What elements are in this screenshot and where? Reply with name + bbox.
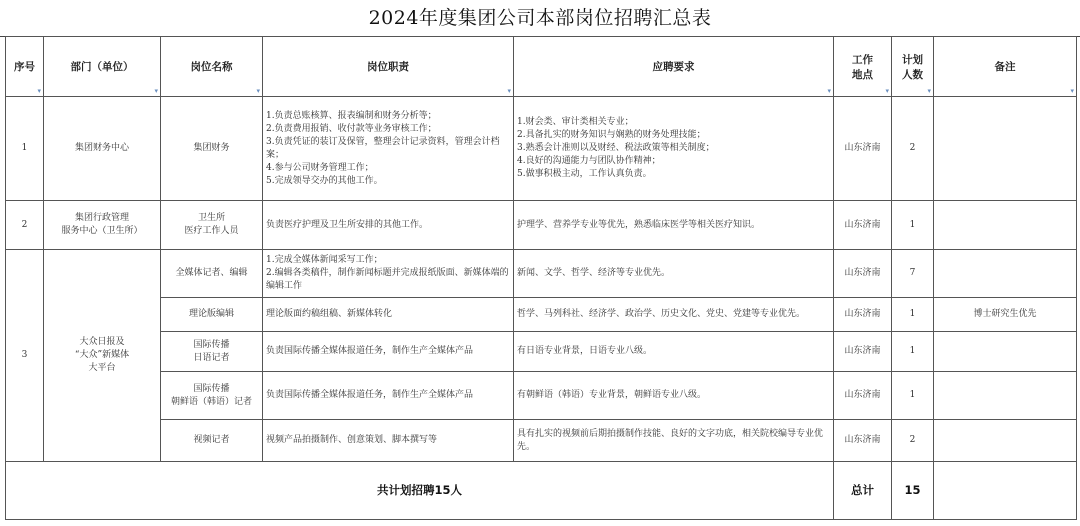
cell-count[interactable]: 1 bbox=[892, 298, 934, 332]
duty-line: 1.负责总账核算、报表编制和财务分析等； bbox=[266, 110, 437, 121]
cell-note[interactable] bbox=[934, 201, 1077, 250]
header-duty-label: 岗位职责 bbox=[367, 61, 409, 73]
header-post[interactable] bbox=[161, 37, 263, 97]
filter-dropdown-icon[interactable]: ▾ bbox=[256, 87, 260, 95]
dept-line: “大众”新媒体 bbox=[74, 350, 130, 360]
cell-note[interactable] bbox=[934, 97, 1077, 201]
cell-location[interactable]: 山东济南 bbox=[834, 201, 892, 250]
duty-line: 1.完成全媒体新闻采写工作； bbox=[266, 255, 383, 265]
recruitment-table bbox=[5, 36, 1077, 520]
header-dept-label: 部门（单位） bbox=[70, 61, 134, 73]
req-line: 哲学、马列科社、经济学、政治学、历史文化、党史、党建等专业优先。 bbox=[517, 309, 806, 319]
dept-line: 服务中心（卫生所） bbox=[61, 226, 143, 236]
header-note[interactable] bbox=[934, 37, 1077, 97]
cell-note[interactable]: 博士研究生优先 bbox=[934, 298, 1077, 332]
header-location-line2: 地点 bbox=[852, 68, 873, 81]
total-sum-value[interactable]: 15 bbox=[892, 462, 934, 520]
header-count-line1: 计划 bbox=[902, 53, 923, 66]
dept-line: 大众日报及 bbox=[79, 337, 125, 347]
cell-count[interactable]: 7 bbox=[892, 250, 934, 298]
cell-duty[interactable] bbox=[263, 298, 514, 332]
total-sum-label[interactable]: 总计 bbox=[834, 462, 892, 520]
cell-req[interactable] bbox=[514, 201, 834, 250]
cell-no[interactable]: 2 bbox=[6, 201, 44, 250]
cell-dept[interactable] bbox=[44, 97, 161, 201]
post-line: 全媒体记者、编辑 bbox=[175, 268, 248, 278]
cell-location[interactable]: 山东济南 bbox=[834, 250, 892, 298]
filter-dropdown-icon[interactable]: ▾ bbox=[1070, 87, 1074, 95]
req-line: 护理学、营养学专业等优先，熟悉临床医学等相关医疗知识。 bbox=[517, 219, 761, 230]
cell-post[interactable] bbox=[161, 298, 263, 332]
req-line: 3.熟悉会计准则以及财经、税法政策等相关制度； bbox=[517, 143, 715, 153]
post-line: 朝鲜语（韩语）记者 bbox=[170, 396, 252, 407]
post-line: 集团财务 bbox=[193, 143, 230, 153]
req-line: 有日语专业背景，日语专业八级。 bbox=[517, 346, 653, 356]
cell-location[interactable]: 山东济南 bbox=[834, 332, 892, 372]
table-row bbox=[6, 420, 1077, 462]
req-line: 1.财会类、审计类相关专业； bbox=[517, 117, 634, 127]
cell-note[interactable] bbox=[934, 250, 1077, 298]
cell-post[interactable] bbox=[161, 420, 263, 462]
duty-line: 负责医疗护理及卫生所安排的其他工作。 bbox=[266, 219, 429, 230]
cell-req[interactable] bbox=[514, 420, 834, 462]
cell-location[interactable]: 山东济南 bbox=[834, 97, 892, 201]
req-line: 新闻、文学、哲学、经济等专业优先。 bbox=[517, 268, 671, 278]
cell-req[interactable] bbox=[514, 372, 834, 420]
duty-line: 2.负责费用报销、收付款等业务审核工作； bbox=[266, 123, 437, 134]
cell-count[interactable]: 1 bbox=[892, 201, 934, 250]
post-line: 医疗工作人员 bbox=[184, 226, 239, 236]
cell-note[interactable] bbox=[934, 332, 1077, 372]
total-row bbox=[6, 462, 1077, 520]
cell-post[interactable] bbox=[161, 372, 263, 420]
total-label-cell[interactable]: 共计划招聘15人 bbox=[6, 462, 834, 520]
cell-no[interactable]: 3 bbox=[6, 250, 44, 462]
cell-dept[interactable] bbox=[44, 250, 161, 462]
duty-line: 5.完成领导交办的其他工作。 bbox=[266, 175, 383, 186]
cell-count[interactable]: 1 bbox=[892, 372, 934, 420]
total-note-cell[interactable] bbox=[934, 462, 1077, 520]
header-req[interactable] bbox=[514, 37, 834, 97]
post-line: 国际传播 bbox=[193, 383, 230, 394]
req-line: 有朝鲜语（韩语）专业背景，朝鲜语专业八级。 bbox=[517, 390, 707, 400]
cell-note[interactable] bbox=[934, 372, 1077, 420]
filter-dropdown-icon[interactable]: ▾ bbox=[827, 87, 831, 95]
cell-dept[interactable] bbox=[44, 201, 161, 250]
table-row bbox=[6, 97, 1077, 201]
cell-req[interactable] bbox=[514, 298, 834, 332]
cell-count[interactable]: 2 bbox=[892, 97, 934, 201]
header-count-line2: 人数 bbox=[902, 68, 923, 81]
header-location[interactable] bbox=[834, 37, 892, 97]
cell-post[interactable] bbox=[161, 332, 263, 372]
req-line: 4.良好的沟通能力与团队协作精神； bbox=[517, 156, 661, 166]
header-duty[interactable] bbox=[263, 37, 514, 97]
duty-line: 4.参与公司财务管理工作； bbox=[266, 162, 374, 173]
cell-count[interactable]: 1 bbox=[892, 332, 934, 372]
dept-line: 大平台 bbox=[88, 363, 116, 373]
duty-line: 2.编辑各类稿件，制作新闻标题并完成报纸版面、新媒体端的编辑工作 bbox=[266, 268, 509, 291]
table-row bbox=[6, 332, 1077, 372]
cell-duty[interactable] bbox=[263, 201, 514, 250]
header-count[interactable] bbox=[892, 37, 934, 97]
header-note-label: 备注 bbox=[994, 61, 1016, 73]
cell-no[interactable]: 1 bbox=[6, 97, 44, 201]
cell-location[interactable]: 山东济南 bbox=[834, 420, 892, 462]
header-req-label: 应聘要求 bbox=[652, 61, 695, 73]
table-row bbox=[6, 298, 1077, 332]
header-post-label: 岗位名称 bbox=[190, 61, 233, 73]
cell-duty[interactable] bbox=[263, 332, 514, 372]
cell-duty[interactable] bbox=[263, 372, 514, 420]
cell-note[interactable] bbox=[934, 420, 1077, 462]
dept-line: 集团财务中心 bbox=[74, 143, 129, 153]
req-line: 具有扎实的视频前后期拍摄制作技能、良好的文字功底，相关院校编导专业优先。 bbox=[517, 428, 824, 452]
filter-dropdown-icon[interactable]: ▾ bbox=[885, 87, 889, 95]
cell-post[interactable] bbox=[161, 250, 263, 298]
post-line: 理论版编辑 bbox=[188, 309, 234, 319]
filter-dropdown-icon[interactable]: ▾ bbox=[927, 87, 931, 95]
table-row bbox=[6, 201, 1077, 250]
table-row bbox=[6, 372, 1077, 420]
cell-location[interactable]: 山东济南 bbox=[834, 298, 892, 332]
header-no-label: 序号 bbox=[14, 61, 35, 73]
duty-line: 负责国际传播全媒体报道任务，制作生产全媒体产品 bbox=[266, 346, 474, 356]
cell-req[interactable] bbox=[514, 97, 834, 201]
filter-dropdown-icon[interactable]: ▾ bbox=[154, 87, 158, 95]
cell-duty[interactable] bbox=[263, 250, 514, 298]
req-line: 5.做事积极主动，工作认真负责。 bbox=[517, 169, 652, 179]
cell-duty[interactable] bbox=[263, 420, 514, 462]
post-line: 日语记者 bbox=[193, 352, 230, 363]
duty-line: 视频产品拍摄制作、创意策划、脚本撰写等 bbox=[266, 435, 438, 445]
table-row bbox=[6, 250, 1077, 298]
header-dept[interactable] bbox=[44, 37, 161, 97]
filter-dropdown-icon[interactable]: ▾ bbox=[507, 87, 511, 95]
cell-req[interactable] bbox=[514, 332, 834, 372]
header-location-line1: 工作 bbox=[852, 53, 873, 66]
post-line: 视频记者 bbox=[193, 435, 230, 445]
cell-post[interactable] bbox=[161, 201, 263, 250]
duty-line: 负责国际传播全媒体报道任务，制作生产全媒体产品 bbox=[266, 390, 474, 400]
cell-count[interactable]: 2 bbox=[892, 420, 934, 462]
post-line: 国际传播 bbox=[193, 339, 230, 350]
req-line: 2.具备扎实的财务知识与娴熟的财务处理技能； bbox=[517, 130, 706, 140]
sheet-title: 2024年度集团公司本部岗位招聘汇总表 bbox=[0, 0, 1080, 37]
cell-req[interactable] bbox=[514, 250, 834, 298]
duty-line: 3.负责凭证的装订及保管，整理会计记录资料，管理会计档案； bbox=[266, 136, 500, 160]
filter-dropdown-icon[interactable]: ▾ bbox=[37, 87, 41, 95]
dept-line: 集团行政管理 bbox=[74, 213, 129, 223]
header-no[interactable] bbox=[6, 37, 44, 97]
post-line: 卫生所 bbox=[197, 213, 225, 223]
duty-line: 理论版面约稿组稿、新媒体转化 bbox=[266, 309, 393, 319]
cell-post[interactable] bbox=[161, 97, 263, 201]
header-row bbox=[6, 37, 1077, 97]
cell-location[interactable]: 山东济南 bbox=[834, 372, 892, 420]
cell-duty[interactable] bbox=[263, 97, 514, 201]
